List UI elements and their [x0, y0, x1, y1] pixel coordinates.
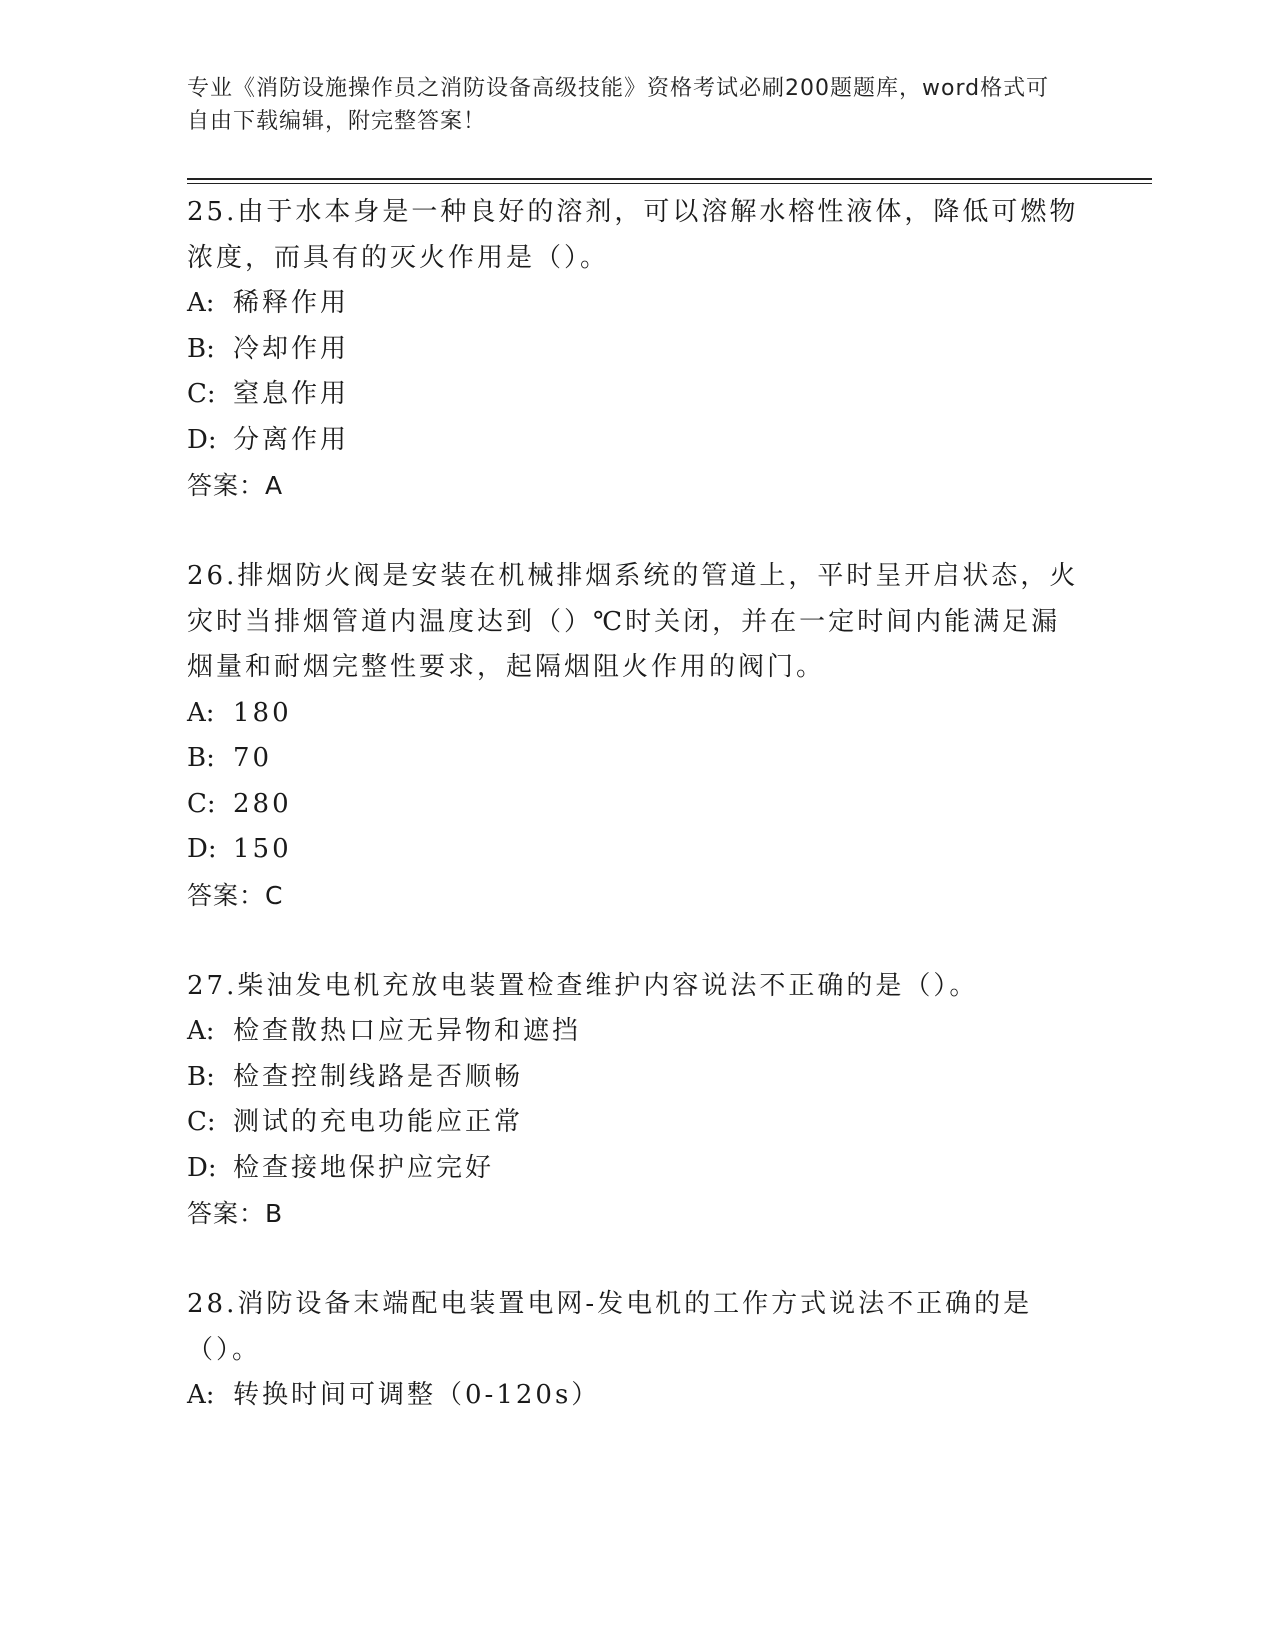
option-d	[187, 1146, 1087, 1192]
option-text: 180	[233, 697, 292, 728]
option-label: C:	[187, 379, 216, 409]
answer-line: 答案：C	[187, 880, 284, 910]
option-c	[187, 372, 1087, 418]
option-text: 150	[233, 834, 292, 864]
option-text: 分离作用	[233, 424, 350, 455]
option-text: 测试的充电功能应正常	[233, 1107, 524, 1137]
option-c	[187, 1100, 1087, 1146]
option-a	[187, 281, 1087, 327]
option-b	[187, 736, 1087, 782]
question-text: 28.消防设备末端配电装置电网-发电机的工作方式说法不正确的是（）。	[187, 1289, 1033, 1365]
header-divider-thick	[187, 178, 1152, 180]
answer-line: 答案：B	[187, 1199, 284, 1228]
option-label: D:	[187, 1152, 217, 1183]
option-label: B:	[187, 333, 215, 364]
option-text: 280	[233, 788, 292, 819]
option-c	[187, 782, 1087, 828]
option-a	[187, 691, 1087, 737]
option-text: 检查接地保护应完好	[233, 1152, 495, 1183]
option-text: 稀释作用	[233, 288, 350, 318]
option-label: D:	[187, 834, 217, 864]
option-label: D:	[187, 424, 217, 455]
question-text: 25.由于水本身是一种良好的溶剂，可以溶解水榕性液体，降低可燃物浓度，而具有的灭火作用是（）。	[187, 197, 1079, 273]
question-25	[187, 190, 1087, 509]
document-header: 专业《消防设施操作员之消防设备高级技能》资格考试必刷200题题库，word格式可自由下载编辑，附完整答案！	[187, 76, 1050, 134]
header-divider-thin	[187, 183, 1152, 184]
option-label: B:	[187, 1061, 215, 1092]
option-label: A:	[187, 288, 215, 318]
option-text: 检查散热口应无异物和遮挡	[233, 1016, 582, 1046]
option-a	[187, 1009, 1087, 1055]
question-26	[187, 554, 1087, 919]
option-d	[187, 418, 1087, 464]
option-a	[187, 1373, 1087, 1419]
option-text: 冷却作用	[233, 333, 350, 364]
option-label: C:	[187, 1107, 216, 1137]
option-d	[187, 827, 1087, 873]
option-text: 转换时间可调整（0-120s）	[233, 1380, 601, 1410]
option-b	[187, 327, 1087, 373]
question-text: 27.柴油发电机充放电装置检查维护内容说法不正确的是（）。	[187, 970, 979, 1001]
question-list	[187, 190, 1087, 1464]
option-label: A:	[187, 1016, 215, 1046]
option-label: B:	[187, 743, 215, 773]
option-text: 70	[233, 743, 273, 773]
question-text: 26.排烟防火阀是安装在机械排烟系统的管道上，平时呈开启状态，火灾时当排烟管道内温度达到（）℃时关闭，并在一定时间内能满足漏烟量和耐烟完整性要求，起隔烟阻火作用的阀门。	[187, 561, 1079, 682]
option-label: C:	[187, 788, 216, 819]
question-27	[187, 964, 1087, 1238]
option-text: 检查控制线路是否顺畅	[233, 1061, 524, 1092]
question-28	[187, 1282, 1087, 1419]
option-text: 窒息作用	[233, 379, 350, 409]
option-label: A:	[187, 697, 215, 728]
answer-line: 答案：A	[187, 471, 284, 500]
option-label: A:	[187, 1380, 215, 1410]
option-b	[187, 1055, 1087, 1101]
